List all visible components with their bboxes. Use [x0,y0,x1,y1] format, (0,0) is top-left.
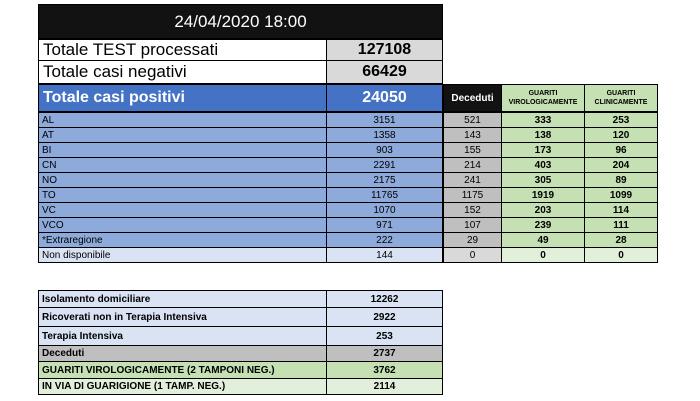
province-guariti-clin [584,127,658,143]
province-guariti-viro [501,232,585,248]
summary-row-label-text: Isolamento domiciliare [42,293,151,305]
province-positivi-text: 1358 [373,129,396,141]
province-positivi-text: 2175 [373,174,396,186]
column-header-guariti-clinicamente [584,84,658,112]
summary-row-label [38,307,327,327]
province-deceduti-text: 29 [466,234,479,246]
total-negatives-value [326,60,443,84]
province-guariti-clin-text: 253 [612,114,630,126]
column-header-guariti-clin-line2: CLINICAMENTE [594,99,648,106]
province-deceduti [443,142,502,158]
province-positivi [326,187,443,203]
summary-row-value-text: 2922 [373,311,396,323]
province-positivi [326,217,443,233]
province-guariti-viro [501,247,585,263]
province-positivi [326,112,443,128]
province-guariti-viro [501,172,585,188]
province-name [38,142,327,158]
province-name-text: AL [42,114,55,126]
province-positivi-text: 971 [376,219,393,231]
province-deceduti-text: 521 [464,114,481,126]
summary-row-label-text: IN VIA DI GUARIGIONE (1 TAMP. NEG.) [42,381,226,392]
total-tests-label-text: Totale TEST processati [43,40,219,59]
summary-row-label-text: Deceduti [42,348,85,359]
summary-row-label-text: Ricoverati non in Terapia Intensiva [42,311,207,323]
province-guariti-viro [501,202,585,218]
total-tests-label [38,39,327,61]
province-guariti-viro-text: 138 [534,129,552,141]
province-guariti-viro [501,187,585,203]
province-guariti-viro-text: 305 [534,174,552,186]
summary-row-value-text: 12262 [370,293,399,305]
province-guariti-clin [584,217,658,233]
province-guariti-viro [501,217,585,233]
province-positivi [326,172,443,188]
province-guariti-viro [501,112,585,128]
province-name [38,187,327,203]
province-guariti-viro-text: 333 [534,114,552,126]
total-positives-value [326,84,443,112]
province-guariti-viro-text: 0 [540,249,546,261]
total-tests-value [326,39,443,61]
province-guariti-clin [584,232,658,248]
province-name [38,247,327,263]
province-name-text: NO [42,174,57,186]
province-guariti-viro-text: 239 [534,219,552,231]
province-name [38,232,327,248]
province-deceduti [443,157,502,173]
province-guariti-clin-text: 111 [613,219,629,231]
province-guariti-clin [584,202,658,218]
province-guariti-viro [501,142,585,158]
province-deceduti-text: 214 [464,159,481,171]
province-deceduti [443,187,502,203]
province-name [38,202,327,218]
province-name-text: CN [42,159,57,171]
province-positivi-text: 903 [376,144,393,156]
province-guariti-viro-text: 203 [534,204,552,216]
province-guariti-viro-text: 403 [534,159,552,171]
province-deceduti [443,172,502,188]
province-deceduti-text: 1175 [461,189,484,201]
province-guariti-clin-text: 89 [615,174,627,186]
summary-row-label [38,326,327,346]
column-header-guariti-clin-line1: GUARITI [606,90,636,97]
province-name [38,172,327,188]
summary-row-label [38,361,327,379]
province-deceduti [443,247,502,263]
summary-row-label [38,378,327,395]
province-name-text: AT [42,129,55,141]
column-header-guariti-viro-line1: GUARITI [528,90,558,97]
report-datetime-text: 24/04/2020 18:00 [174,11,307,31]
province-positivi [326,142,443,158]
province-positivi [326,202,443,218]
province-name-text: TO [42,189,56,201]
summary-row-label [38,290,327,308]
province-name [38,127,327,143]
total-negatives-label-text: Totale casi negativi [43,62,187,81]
province-guariti-clin-text: 114 [612,204,630,216]
province-guariti-clin [584,112,658,128]
province-guariti-viro-text: 1919 [531,189,555,201]
province-name [38,112,327,128]
province-name-text: *Extraregione [42,234,103,246]
province-deceduti-text: 241 [464,174,481,186]
summary-row-label [38,345,327,362]
summary-row-value [326,326,443,346]
summary-row-value [326,361,443,379]
province-name-text: VCO [42,219,64,231]
province-name [38,157,327,173]
total-negatives-label [38,60,327,84]
province-guariti-clin-text: 0 [618,249,624,261]
total-positives-label-text: Totale casi positivi [43,89,185,106]
province-name-text: VC [42,204,56,216]
province-guariti-clin-text: 28 [615,234,627,246]
summary-row-label-text: GUARITI VIROLOGICAMENTE (2 TAMPONI NEG.) [42,364,275,376]
province-deceduti [443,232,502,248]
province-guariti-clin [584,157,658,173]
summary-row-value [326,307,443,327]
column-header-guariti-virologicamente [501,84,585,112]
summary-row-value-text: 3762 [373,364,396,376]
total-tests-value-text: 127108 [357,41,412,58]
province-guariti-clin [584,142,658,158]
summary-row-label-text: Terapia Intensiva [42,330,123,342]
summary-row-value-text: 2737 [373,348,396,359]
summary-row-value [326,290,443,308]
province-guariti-clin [584,172,658,188]
province-guariti-clin-text: 120 [612,129,630,141]
province-guariti-clin [584,247,658,263]
report-datetime [38,4,443,39]
province-guariti-viro-text: 173 [534,144,552,156]
province-name-text: Non disponibile [42,249,111,261]
province-deceduti-text: 152 [464,204,481,216]
column-header-deceduti-text: Deceduti [451,92,494,104]
total-positives-value-text: 24050 [362,89,407,106]
province-positivi-text: 11765 [370,189,399,201]
column-header-deceduti [443,84,502,112]
total-negatives-value-text: 66429 [362,63,407,80]
province-deceduti [443,217,502,233]
total-positives-label [38,84,327,112]
province-positivi-text: 2291 [373,159,396,171]
province-guariti-clin-text: 1099 [609,189,633,201]
province-deceduti [443,112,502,128]
summary-row-value [326,345,443,362]
province-guariti-viro-text: 49 [537,234,549,246]
summary-row-value-text: 253 [376,330,393,342]
province-positivi-text: 1070 [373,204,396,216]
province-guariti-viro [501,127,585,143]
province-deceduti-text: 143 [464,129,481,141]
province-positivi-text: 3151 [373,114,396,126]
province-deceduti-text: 107 [464,219,481,231]
province-positivi-text: 144 [376,249,393,261]
province-guariti-viro [501,157,585,173]
province-positivi [326,232,443,248]
province-deceduti [443,202,502,218]
province-name-text: BI [42,144,52,156]
province-positivi [326,127,443,143]
summary-row-value-text: 2114 [373,381,396,392]
province-deceduti-text: 0 [469,249,476,261]
province-positivi [326,157,443,173]
province-deceduti [443,127,502,143]
province-guariti-clin [584,187,658,203]
province-deceduti-text: 155 [464,144,481,156]
province-guariti-clin-text: 204 [612,159,630,171]
province-positivi [326,247,443,263]
province-guariti-clin-text: 96 [615,144,627,156]
province-positivi-text: 222 [376,234,393,246]
summary-row-value [326,378,443,395]
province-name [38,217,327,233]
column-header-guariti-viro-line2: VIROLOGICAMENTE [508,99,578,106]
